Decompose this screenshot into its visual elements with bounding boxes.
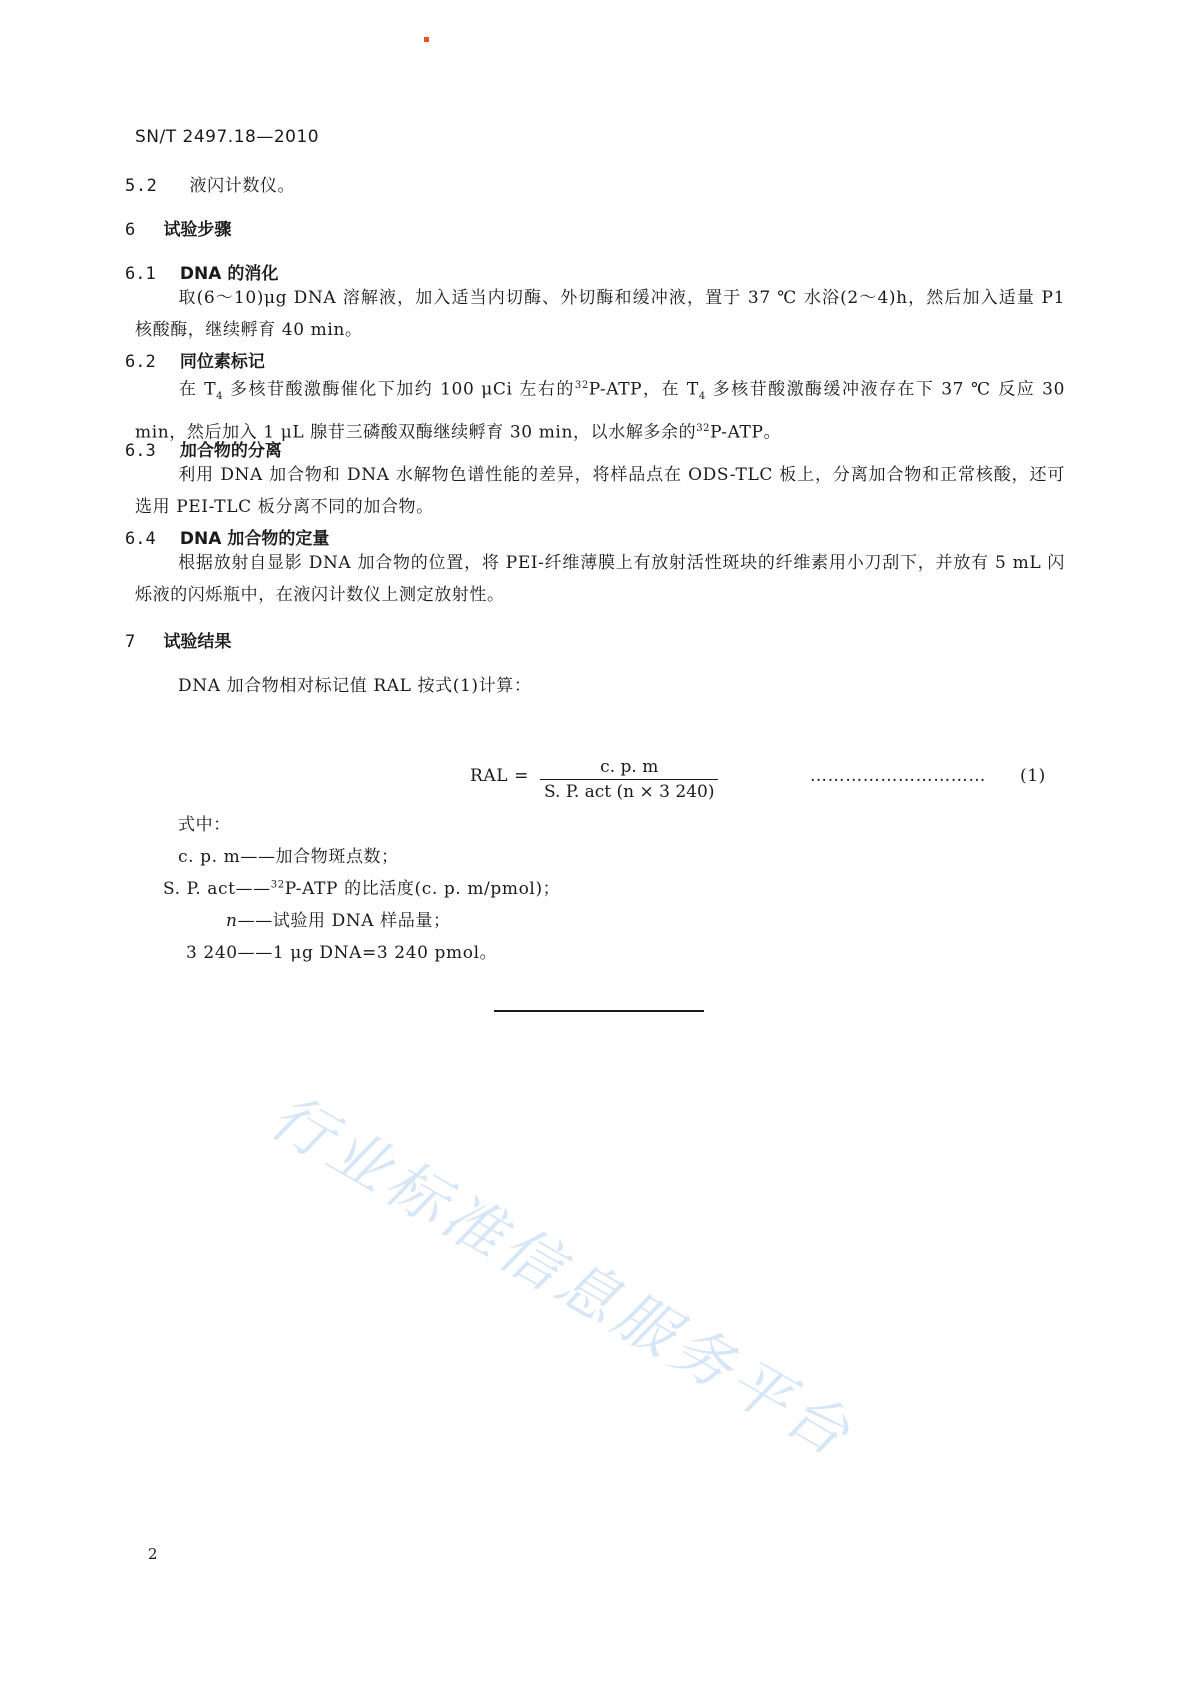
where-term: n — [226, 911, 238, 931]
section-number: 6.3 — [125, 441, 156, 461]
orange-marker-dot — [424, 37, 429, 42]
section-number: 6.4 — [125, 529, 156, 549]
section-7-heading — [125, 627, 231, 652]
formula-lhs: RAL = — [470, 766, 530, 786]
where-desc: 加合物斑点数； — [275, 847, 399, 867]
where-term: S. P. act — [163, 879, 236, 899]
section-7-intro: DNA 加合物相对标记值 RAL 按式(1)计算： — [178, 676, 532, 696]
text-run: 在 T — [178, 379, 217, 400]
section-number: 6.2 — [125, 352, 156, 372]
formula-number: (1) — [1020, 766, 1046, 786]
where-item-spact — [163, 874, 560, 899]
text-run: P-ATP，在 T — [588, 379, 699, 400]
section-number: 6 — [125, 220, 136, 240]
where-term: 3 240 — [186, 943, 238, 963]
superscript: 32 — [696, 423, 711, 435]
formula-fraction — [540, 757, 718, 802]
section-title: 试验步骤 — [163, 220, 232, 240]
where-dash: —— — [240, 847, 276, 867]
text-run: 多核苷酸激酶催化下加约 100 μCi 左右的 — [223, 379, 575, 400]
formula-denominator: S. P. act (n × 3 240) — [544, 782, 715, 802]
section-text: 液闪计数仪。 — [189, 176, 296, 196]
section-number: 7 — [125, 632, 136, 652]
section-5-2 — [125, 171, 295, 196]
subscript: 4 — [698, 391, 706, 403]
section-6-1-heading — [125, 259, 278, 284]
section-title: DNA 加合物的定量 — [179, 529, 330, 549]
section-6-2-heading — [125, 347, 265, 372]
section-6-heading — [125, 215, 231, 240]
where-label: 式中： — [178, 815, 231, 835]
where-item-3240 — [186, 938, 497, 963]
section-number: 6.1 — [125, 264, 156, 284]
where-dash: —— — [237, 911, 273, 931]
where-dash: —— — [237, 943, 273, 963]
section-title: 试验结果 — [163, 632, 232, 652]
paragraph-text: 利用 DNA 加合物和 DNA 水解物色谱性能的差异，将样品点在 ODS-TLC 板上，分离加合物和正常核酸，还可选用 PEI-TLC 板分离不同的加合物。 — [135, 465, 1065, 517]
formula-numerator: c. p. m — [600, 757, 659, 777]
fraction-bar — [540, 779, 718, 780]
superscript: 32 — [270, 879, 285, 891]
where-item-cpm — [178, 842, 399, 867]
section-6-3-heading — [125, 436, 282, 461]
page-number: 2 — [148, 1545, 158, 1563]
where-desc: P-ATP 的比活度(c. p. m/pmol)； — [284, 879, 561, 899]
standard-number-header: SN/T 2497.18—2010 — [135, 127, 320, 147]
where-item-n — [226, 906, 451, 931]
section-number: 5.2 — [125, 176, 158, 196]
where-desc: 1 μg DNA=3 240 pmol。 — [272, 943, 498, 963]
superscript: 32 — [574, 380, 589, 391]
section-title: DNA 的消化 — [179, 264, 279, 284]
section-6-4-heading — [125, 524, 329, 549]
watermark: 行业标准信息服务平台 — [258, 1081, 866, 1472]
paragraph-text: 根据放射自显影 DNA 加合物的位置，将 PEI-纤维薄膜上有放射活性斑块的纤维素用小刀刮下，并放有 5 mL 闪烁液的闪烁瓶中，在液闪计数仪上测定放射性。 — [135, 553, 1065, 605]
section-6-3-body — [135, 459, 1065, 523]
where-desc: 试验用 DNA 样品量； — [272, 911, 451, 931]
text-run: 多核苷酸激酶缓冲液存在下 37 ℃ 反应 30 min，然后加入 1 μL 腺苷三磷酸双酶继续孵育 30 min，以水解多余的 — [135, 379, 1065, 443]
end-rule — [494, 1010, 704, 1012]
text-run: P-ATP。 — [710, 422, 782, 443]
paragraph-text: 取(6～10)μg DNA 溶解液，加入适当内切酶、外切酶和缓冲液，置于 37 ℃ 水浴(2～4)h，然后加入适量 P1 核酸酶，继续孵育 40 min。 — [135, 288, 1065, 340]
where-term: c. p. m — [178, 847, 241, 867]
section-6-1-body — [135, 282, 1065, 346]
section-6-4-body — [135, 547, 1065, 611]
section-title: 同位素标记 — [179, 352, 265, 372]
formula-leader-dots: ………………………… — [810, 766, 986, 786]
section-title: 加合物的分离 — [179, 441, 282, 461]
subscript: 4 — [216, 391, 224, 403]
where-dash: —— — [235, 879, 271, 899]
